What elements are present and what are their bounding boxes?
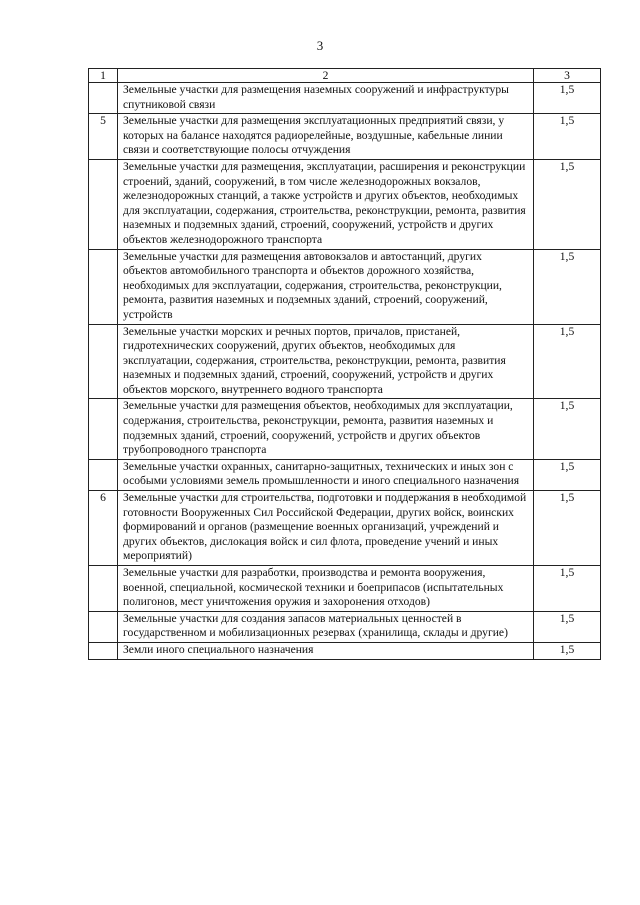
row-number — [89, 611, 118, 642]
header-col-1: 1 — [89, 69, 118, 83]
row-description: Земельные участки морских и речных портов, причалов, пристаней, гидротехнических сооружений, других объектов, необходимых для эксплуатации, содержания, строительства, реконструкции, ремонта, развития наземных и подземных зданий, строений, сооружений, устройств и других объектов морского, внутреннего водного транспорта — [118, 324, 534, 399]
row-value: 1,5 — [534, 114, 601, 160]
table-row — [89, 611, 601, 642]
row-number — [89, 324, 118, 399]
header-col-3: 3 — [534, 69, 601, 83]
row-description: Земли иного специального назначения — [118, 642, 534, 659]
table-row — [89, 159, 601, 249]
row-value: 1,5 — [534, 249, 601, 324]
land-category-table — [88, 68, 601, 660]
row-value: 1,5 — [534, 459, 601, 490]
row-number: 6 — [89, 491, 118, 566]
table-row — [89, 459, 601, 490]
table-row — [89, 114, 601, 160]
row-description: Земельные участки для разработки, производства и ремонта вооружения, военной, специальной, космической техники и боеприпасов (испытательных полигонов, мест уничтожения оружия и захоронения отходов) — [118, 566, 534, 612]
row-number — [89, 249, 118, 324]
row-description: Земельные участки охранных, санитарно-защитных, технических и иных зон с особыми условиями земель промышленности и иного специального назначения — [118, 459, 534, 490]
row-value: 1,5 — [534, 491, 601, 566]
table-row — [89, 399, 601, 459]
row-description: Земельные участки для строительства, подготовки и поддержания в необходимой готовности Вооруженных Сил Российской Федерации, других войск, воинских формирований и органов (размещение военных организаций, учреждений и других объектов, дислокация войск и сил флота, проведение учений и иных мероприятий) — [118, 491, 534, 566]
row-number: 5 — [89, 114, 118, 160]
row-number — [89, 642, 118, 659]
table-row — [89, 566, 601, 612]
row-number — [89, 159, 118, 249]
table-row — [89, 83, 601, 114]
row-number — [89, 459, 118, 490]
table-header-row — [89, 69, 601, 83]
row-value: 1,5 — [534, 399, 601, 459]
row-value: 1,5 — [534, 566, 601, 612]
row-value: 1,5 — [534, 159, 601, 249]
row-value: 1,5 — [534, 324, 601, 399]
table-row — [89, 249, 601, 324]
header-col-2: 2 — [118, 69, 534, 83]
table-row — [89, 491, 601, 566]
row-number — [89, 399, 118, 459]
row-number — [89, 83, 118, 114]
row-description: Земельные участки для размещения эксплуатационных предприятий связи, у которых на балансе находятся радиорелейные, воздушные, кабельные линии связи и соответствующие полосы отчуждения — [118, 114, 534, 160]
row-value: 1,5 — [534, 83, 601, 114]
row-description: Земельные участки для размещения автовокзалов и автостанций, других объектов автомобильного транспорта и объектов дорожного хозяйства, необходимых для эксплуатации, содержания, строительства, реконструкции, ремонта, развития наземных и подземных зданий, строений, сооружений, устройств — [118, 249, 534, 324]
table-row — [89, 324, 601, 399]
row-description: Земельные участки для создания запасов материальных ценностей в государственном и мобилизационных резервах (хранилища, склады и другие) — [118, 611, 534, 642]
row-number — [89, 566, 118, 612]
page-number: 3 — [316, 38, 324, 53]
row-description: Земельные участки для размещения объектов, необходимых для эксплуатации, содержания, строительства, реконструкции, ремонта, развития наземных и подземных зданий, строений, сооружений, устройств и других объектов трубопроводного транспорта — [118, 399, 534, 459]
row-value: 1,5 — [534, 642, 601, 659]
row-description: Земельные участки для размещения наземных сооружений и инфраструктуры спутниковой связи — [118, 83, 534, 114]
row-value: 1,5 — [534, 611, 601, 642]
table-row — [89, 642, 601, 659]
row-description: Земельные участки для размещения, эксплуатации, расширения и реконструкции строений, зданий, сооружений, в том числе железнодорожных вокзалов, железнодорожных станций, а также устройств и других объектов, необходимых для эксплуатации, содержания, строительства, реконструкции, ремонта, развития наземных и подземных зданий, строений, сооружений, устройств и других объектов железнодорожного транспорта — [118, 159, 534, 249]
